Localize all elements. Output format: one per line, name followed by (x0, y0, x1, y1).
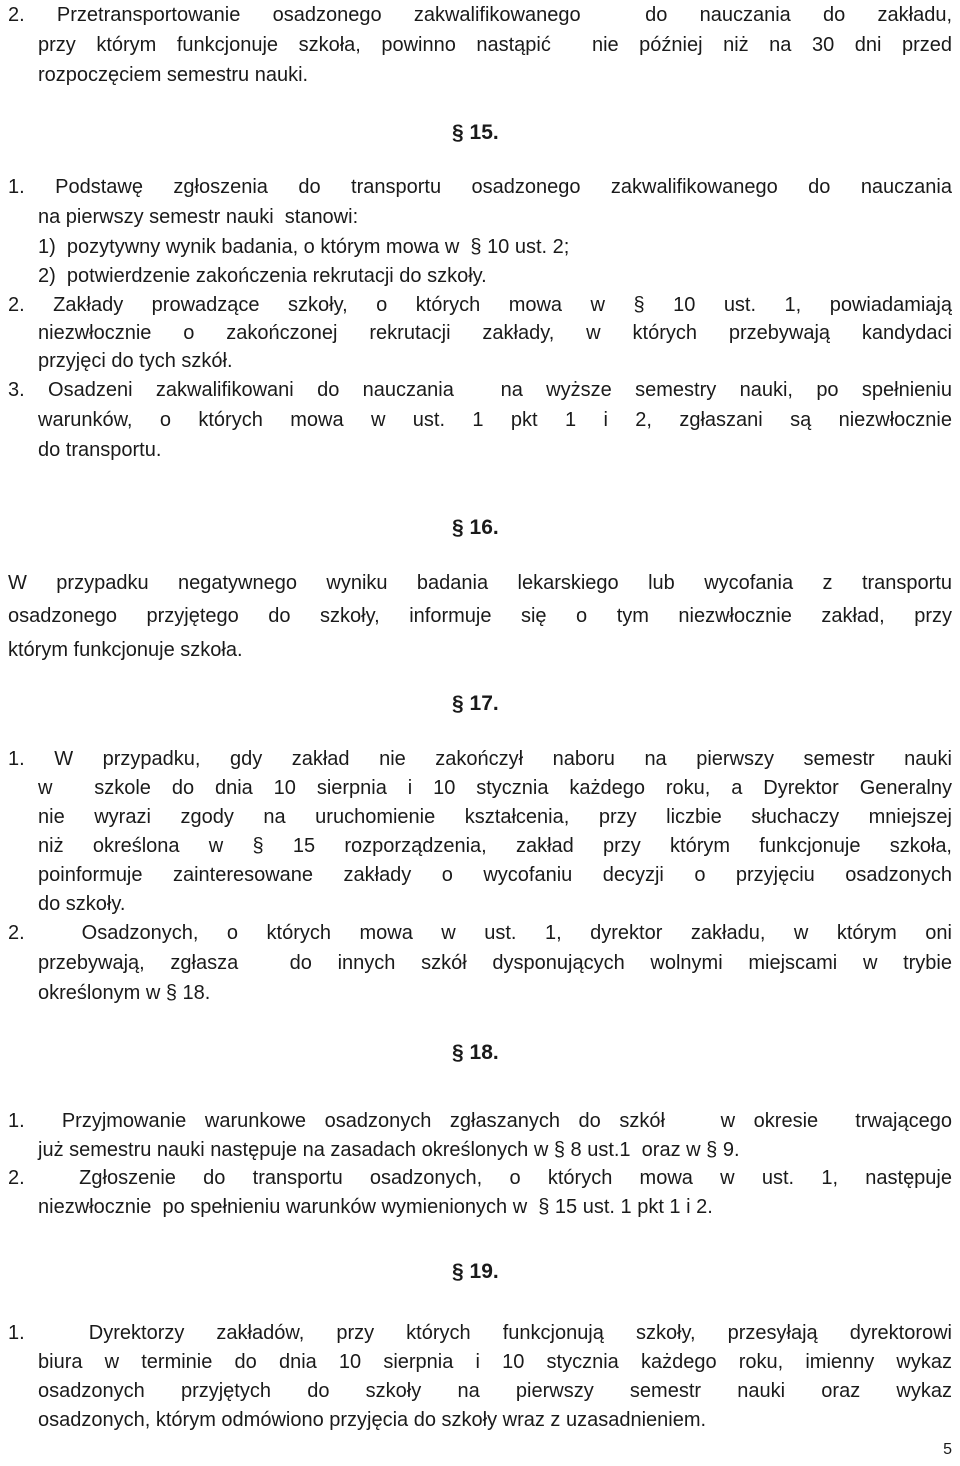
text-line: biura w terminie do dnia 10 sierpnia i 10 stycznia każdego roku, imienny wykaz (38, 1351, 952, 1373)
text-line: poinformuje zainteresowane zakłady o wycofaniu decyzji o przyjęciu osadzonych (38, 864, 952, 886)
text-line: niż określona w § 15 rozporządzenia, zakład przy którym funkcjonuje szkoła, (38, 835, 952, 857)
text-line: już semestru nauki następuje na zasadach określonych w § 8 ust.1 oraz w § 9. (38, 1139, 740, 1161)
section-heading-16: § 16. (452, 516, 499, 539)
text-line: do szkoły. (38, 893, 126, 915)
text-line: 1) pozytywny wynik badania, o którym mowa w § 10 ust. 2; (38, 236, 570, 258)
section-heading-15: § 15. (452, 121, 499, 144)
text-line: nie wyrazi zgody na uruchomienie kształcenia, przy liczbie słuchaczy mniejszej (38, 806, 952, 828)
text-line: osadzonych przyjętych do szkoły na pierwszy semestr nauki oraz wykaz (38, 1380, 952, 1402)
text-line: warunków, o których mowa w ust. 1 pkt 1 i 2, zgłaszani są niezwłocznie (38, 409, 952, 431)
page-number: 5 (943, 1441, 952, 1458)
text-line: przyjęci do tych szkół. (38, 350, 233, 372)
text-line: przebywają, zgłasza do innych szkół dysponujących wolnymi miejscami w trybie (38, 952, 952, 974)
text-line: 2. Zgłoszenie do transportu osadzonych, o których mowa w ust. 1, następuje (8, 1167, 952, 1189)
text-line: 1. Podstawę zgłoszenia do transportu osadzonego zakwalifikowanego do nauczania (8, 176, 952, 198)
text-line: 1. Dyrektorzy zakładów, przy których funkcjonują szkoły, przesyłają dyrektorowi (8, 1322, 952, 1344)
text-line: osadzonego przyjętego do szkoły, informuje się o tym niezwłocznie zakład, przy (8, 605, 952, 627)
text-line: W przypadku negatywnego wyniku badania lekarskiego lub wycofania z transportu (8, 572, 952, 594)
text-line: 1. W przypadku, gdy zakład nie zakończył naboru na pierwszy semestr nauki (8, 748, 952, 770)
section-heading-19: § 19. (452, 1260, 499, 1283)
text-line: rozpoczęciem semestru nauki. (38, 64, 309, 86)
text-line: określonym w § 18. (38, 982, 211, 1004)
text-line: 3. Osadzeni zakwalifikowani do nauczania na wyższe semestry nauki, po spełnieniu (8, 379, 952, 401)
text-line: osadzonych, którym odmówiono przyjęcia do szkoły wraz z uzasadnieniem. (38, 1409, 707, 1431)
text-line: 1. Przyjmowanie warunkowe osadzonych zgłaszanych do szkół w okresie trwającego (8, 1110, 952, 1132)
text-line: niezwłocznie o zakończonej rekrutacji zakłady, w których przebywają kandydaci (38, 322, 952, 344)
text-line: którym funkcjonuje szkoła. (8, 639, 243, 661)
text-line: na pierwszy semestr nauki stanowi: (38, 206, 359, 228)
text-line: niezwłocznie po spełnieniu warunków wymienionych w § 15 ust. 1 pkt 1 i 2. (38, 1196, 713, 1218)
text-line: 2. Zakłady prowadzące szkoły, o których mowa w § 10 ust. 1, powiadamiają (8, 294, 952, 316)
section-heading-18: § 18. (452, 1041, 499, 1064)
text-line: 2. Osadzonych, o których mowa w ust. 1, dyrektor zakładu, w którym oni (8, 922, 952, 944)
text-line: w szkole do dnia 10 sierpnia i 10 stycznia każdego roku, a Dyrektor Generalny (38, 777, 952, 799)
section-heading-17: § 17. (452, 692, 499, 715)
text-line: do transportu. (38, 439, 162, 461)
text-line: 2) potwierdzenie zakończenia rekrutacji do szkoły. (38, 265, 487, 287)
text-line: 2. Przetransportowanie osadzonego zakwalifikowanego do nauczania do zakładu, (8, 4, 952, 26)
text-line: przy którym funkcjonuje szkoła, powinno nastąpić nie później niż na 30 dni przed (38, 34, 952, 56)
